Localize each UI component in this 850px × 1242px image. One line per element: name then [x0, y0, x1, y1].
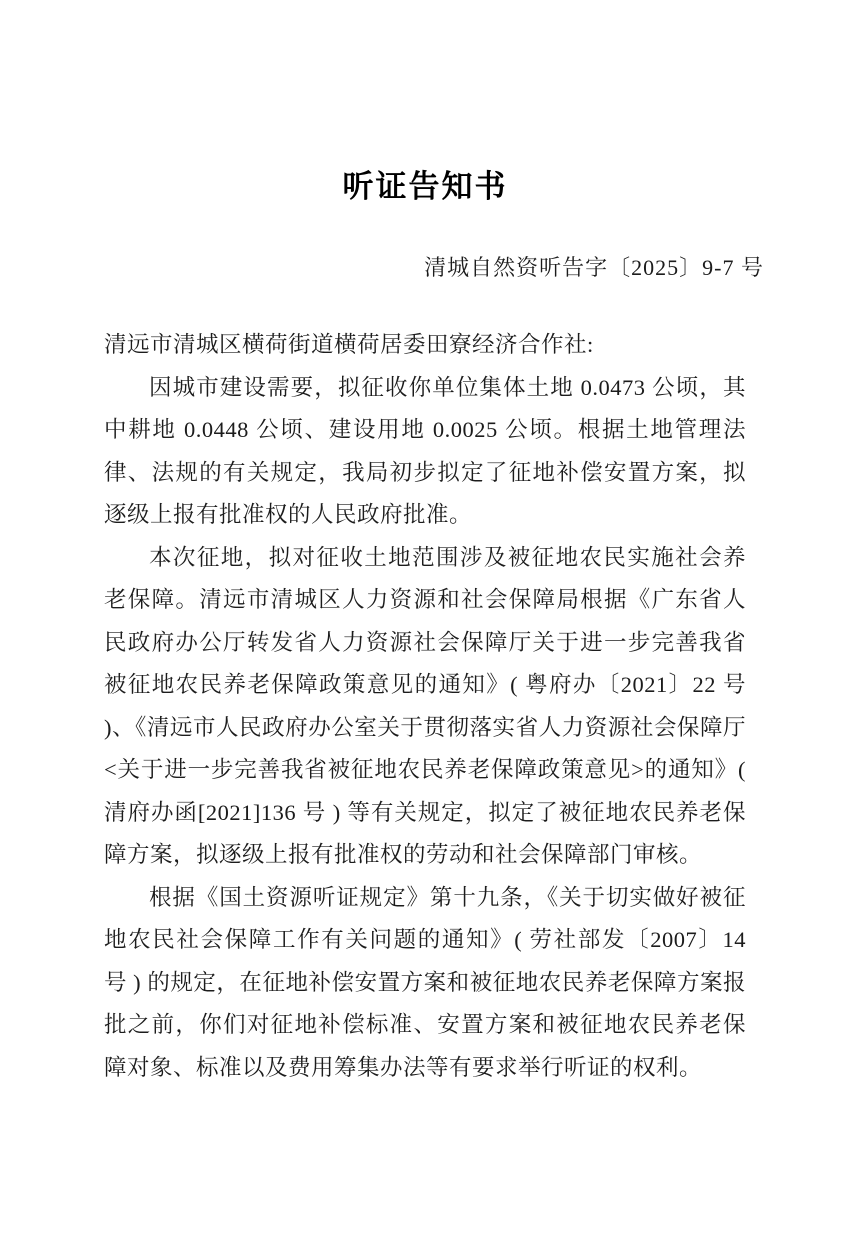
body-paragraph-social-security: 本次征地，拟对征收土地范围涉及被征地农民实施社会养老保障。清远市清城区人力资源和社会保障局根据《广东省人民政府办公厅转发省人力资源社会保障厅关于进一步完善我省被征地农民养老保障政策意见的通知》( 粤府办〔2021〕22 号 )、《清远市人民政府办公室关于贯彻落实省人力资源社会保障厅<关于进一步完善我省被征地农民养老保障政策意见>的通知》( 清府办函[2021]136 号 ) 等有关规定，拟定了被征地农民养老保障方案，拟逐级上报有批准权的劳动和社会保障部门审核。: [104, 544, 746, 867]
body-paragraph-expropriation: 因城市建设需要，拟征收你单位集体土地 0.0473 公顷，其中耕地 0.0448 公顷、建设用地 0.0025 公顷。根据土地管理法律、法规的有关规定，我局初步拟定了征地补偿安置方案，拟逐级上报有批准权的人民政府批准。: [104, 374, 746, 527]
reference-number: 清城自然资听告字〔2025〕9-7 号: [424, 255, 764, 280]
addressee-line: 清远市清城区横荷街道横荷居委田寮经济合作社:: [104, 332, 594, 357]
body-paragraph-hearing-rights: 根据《国土资源听证规定》第十九条，《关于切实做好被征地农民社会保障工作有关问题的通知》( 劳社部发〔2007〕14 号 ) 的规定，在征地补偿安置方案和被征地农民养老保障方案报批之前，你们对征地补偿标准、安置方案和被征地农民养老保障对象、标准以及费用筹集办法等有要求举行听证的权利。: [104, 884, 746, 1080]
document-title: 听证告知书: [342, 169, 508, 204]
